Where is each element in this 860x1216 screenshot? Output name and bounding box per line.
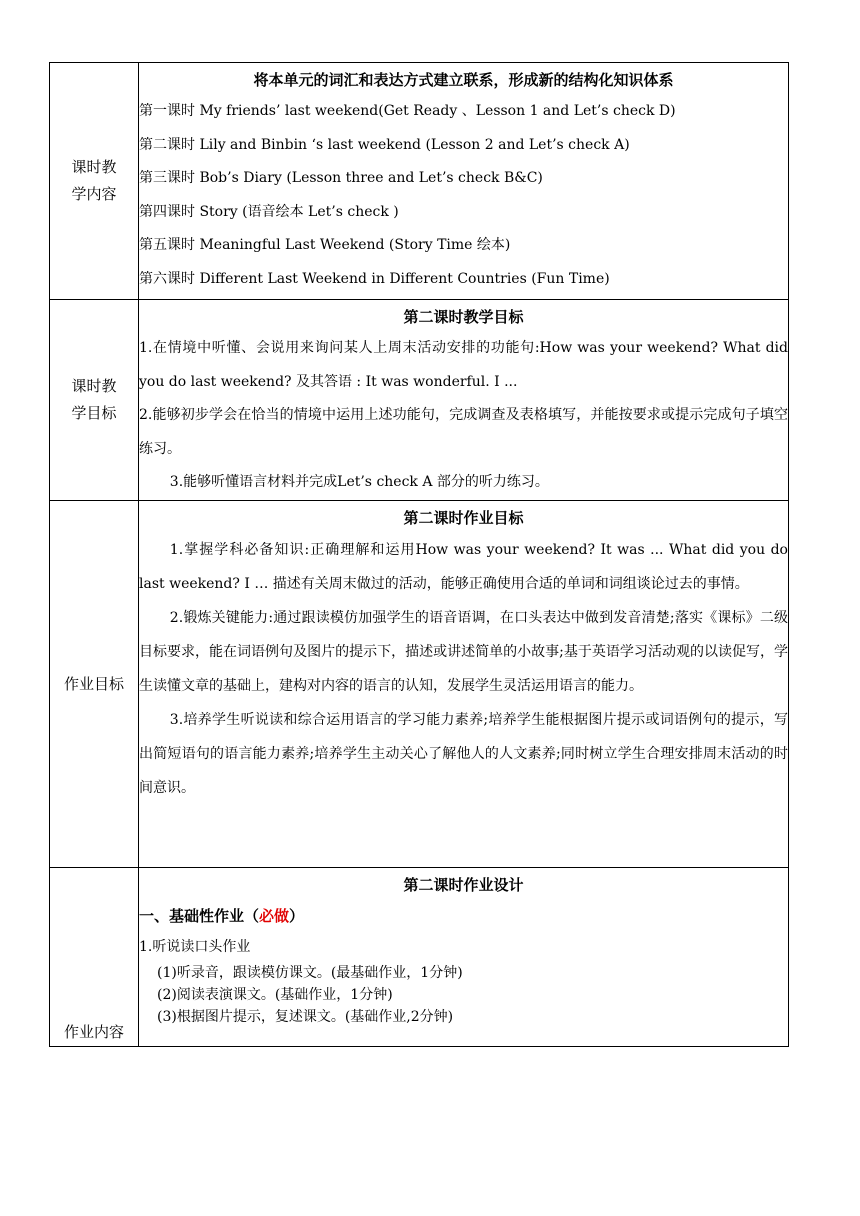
section-heading: 将本单元的词汇和表达方式建立联系，形成新的结构化知识体系 [253, 71, 674, 89]
row-lesson-content [50, 63, 789, 300]
homework-goal-paragraph: 3.培养学生听说读和综合运用语言的学习能力素养;培养学生能根据图片提示或词语例句的提示，写出简短语句的语言能力素养;培养学生主动关心了解他人的人文素养;同时树立学生合理安排周末活动的时间意识。 [139, 712, 788, 796]
label-line: 学目标 [71, 404, 117, 422]
label-line: 课时教 [71, 158, 117, 176]
basic-homework-close: ） [289, 907, 305, 925]
goal-paragraph: 2.能够初步学会在恰当的情境中运用上述功能句，完成调查及表格填写，并能按要求或提示完成句子填空练习。 [139, 407, 788, 457]
label-line: 学内容 [71, 185, 117, 203]
label-line: 课时教 [71, 377, 117, 395]
lesson-plan-table [49, 62, 789, 1047]
lesson-line: 第六课时 Different Last Weekend in Different Countries (Fun Time) [139, 270, 610, 287]
goal-paragraph: 1.在情境中听懂、会说用来询问某人上周末活动安排的功能句:How was your weekend? What did you do last weekend? 及其答语 : It was wonderful. I ... [139, 340, 788, 390]
cell-homework-content [139, 868, 789, 1047]
goal-paragraph: 3.能够听懂语言材料并完成Let’s check A 部分的听力练习。 [169, 474, 549, 491]
required-tag: 必做 [259, 907, 290, 925]
task-title: 1.听说读口头作业 [139, 939, 251, 955]
label-line: 作业内容 [63, 1023, 124, 1041]
lesson-line: 第五课时 Meaningful Last Weekend (Story Time 绘本) [139, 237, 511, 254]
cell-homework-goals [139, 501, 789, 868]
label-homework-content [50, 868, 139, 1047]
label-homework-goals [50, 501, 139, 868]
label-lesson-content [50, 63, 139, 300]
lesson-line: 第四课时 Story (语音绘本 Let’s check ) [139, 203, 399, 220]
task-item: (1)听录音，跟读模仿课文。(最基础作业，1分钟) [157, 965, 463, 981]
cell-lesson-content [139, 63, 789, 300]
task-item: (3)根据图片提示，复述课文。(基础作业,2分钟) [157, 1009, 454, 1025]
label-line: 作业目标 [63, 674, 124, 693]
section-heading: 第二课时教学目标 [403, 308, 524, 326]
lesson-line: 第三课时 Bob’s Diary (Lesson three and Let’s check B&C) [139, 170, 543, 187]
lesson-line: 第二课时 Lily and Binbin ‘s last weekend (Lesson 2 and Let’s check A) [139, 136, 630, 153]
homework-goal-paragraph: 2.锻炼关键能力:通过跟读模仿加强学生的语音语调，在口头表达中做到发音清楚;落实《课标》二级目标要求，能在词语例句及图片的提示下，描述或讲述简单的小故事;基于英语学习活动观的以读促写，学生读懂文章的基础上，建构对内容的语言的认知，发展学生灵活运用语言的能力。 [139, 610, 788, 694]
row-homework-goals [50, 501, 789, 868]
section-heading: 第二课时作业设计 [403, 876, 524, 894]
section-heading: 第二课时作业目标 [403, 509, 524, 527]
basic-homework-label: 一、基础性作业（ [139, 907, 260, 925]
label-teaching-goals [50, 300, 139, 501]
homework-goal-paragraph: 1.掌握学科必备知识:正确理解和运用How was your weekend? It was ... What did you do last weekend? I … 描述有关周末做过的活动，能够正确使用合适的单词和词组谈论过去的事情。 [139, 542, 788, 592]
row-teaching-goals [50, 300, 789, 501]
row-homework-content [50, 868, 789, 1047]
lesson-line: 第一课时 My friends’ last weekend(Get Ready 、Lesson 1 and Let’s check D) [139, 103, 676, 119]
basic-homework-title [139, 900, 788, 932]
task-item: (2)阅读表演课文。(基础作业，1分钟) [157, 987, 393, 1003]
cell-teaching-goals [139, 300, 789, 501]
